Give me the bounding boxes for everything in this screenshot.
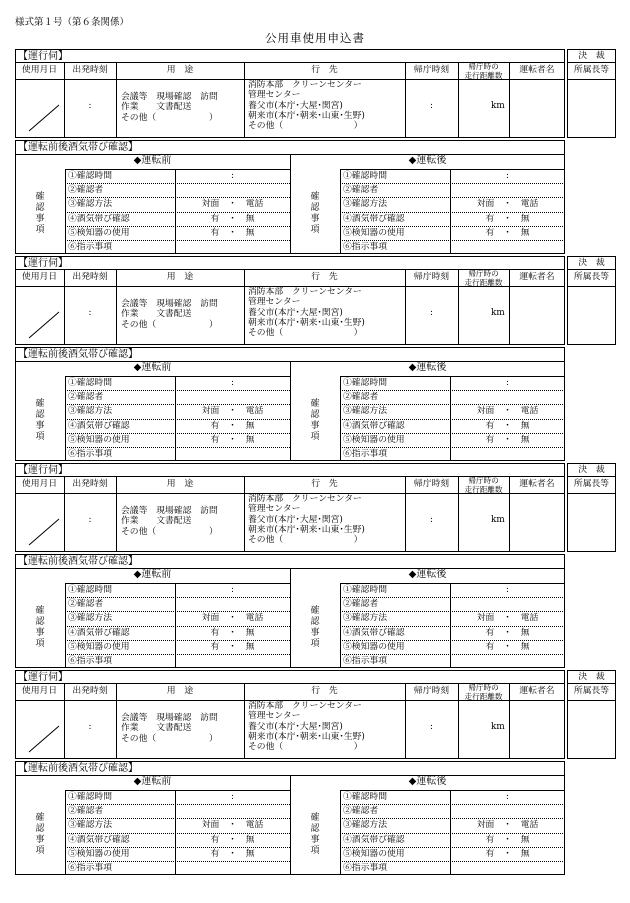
check-row-label: ⑥指示事項: [343, 449, 387, 459]
check-row-value[interactable]: 有 ・ 無: [485, 227, 530, 238]
after-side-label: 確 認 事 項: [310, 606, 320, 649]
check-row-label: ⑥指示事項: [68, 656, 112, 666]
check-row-label: ②確認者: [343, 392, 379, 403]
col-departure-time: 出発時刻: [72, 65, 108, 75]
col-return-time: 帰庁時刻: [413, 479, 450, 489]
check-row-value[interactable]: 対面 ・ 電話: [201, 406, 264, 417]
operation-section-label: 【運行伺】: [18, 465, 68, 476]
check-row-label: ⑤検知器の使用: [343, 434, 405, 445]
mileage-unit: km: [491, 722, 505, 732]
col-driver: 運転者名: [519, 479, 555, 489]
form-number: 様式第１号（第６条関係）: [15, 17, 130, 28]
departure-time-value[interactable]: :: [88, 101, 92, 111]
check-row-label: ②確認者: [68, 392, 104, 403]
approval-chief: 所属長等: [573, 686, 610, 696]
check-row-value[interactable]: 有 ・ 無: [210, 641, 255, 652]
col-destination: 行 先: [311, 479, 338, 489]
check-row-label: ⑤検知器の使用: [68, 641, 130, 652]
check-row-label: ③確認方法: [343, 613, 387, 624]
check-row-label: ③確認方法: [343, 406, 387, 417]
operation-section-label: 【運行伺】: [18, 258, 68, 269]
operation-section-label: 【運行伺】: [18, 672, 68, 683]
col-date: 使用月日: [21, 479, 58, 489]
approval-chief: 所属長等: [573, 272, 610, 282]
check-row-label: ①確認時間: [343, 792, 387, 802]
check-row-label: ①確認時間: [68, 792, 112, 802]
check-row-value[interactable]: 対面 ・ 電話: [201, 613, 264, 624]
before-driving-label: ◆運転前: [133, 776, 172, 787]
check-row-value[interactable]: :: [231, 171, 234, 181]
col-mileage: 帰庁時の 走行距離数: [464, 269, 503, 287]
mileage-unit: km: [491, 101, 505, 111]
check-row-value[interactable]: 有 ・ 無: [485, 848, 530, 859]
before-driving-label: ◆運転前: [133, 569, 172, 580]
check-row-label: ④酒気帯び確認: [343, 834, 405, 845]
col-date: 使用月日: [21, 65, 58, 75]
check-row-value[interactable]: 有 ・ 無: [210, 434, 255, 445]
destination-options[interactable]: 消防本部 クリーンセンター 管理センター 養父市(本庁･大屋･関宮) 朝来市(本庁･朝来･山東･生野) その他（ ）: [248, 287, 365, 339]
col-driver: 運転者名: [519, 686, 555, 696]
after-side-label: 確 認 事 項: [310, 192, 320, 235]
check-row-label: ⑥指示事項: [68, 242, 112, 252]
approval-chief: 所属長等: [573, 65, 610, 75]
check-row-value[interactable]: 有 ・ 無: [485, 834, 530, 845]
after-driving-label: ◆運転後: [408, 362, 447, 373]
check-row-value[interactable]: 対面 ・ 電話: [476, 199, 539, 210]
after-side-label: 確 認 事 項: [310, 813, 320, 856]
check-row-label: ④酒気帯び確認: [68, 834, 130, 845]
after-driving-label: ◆運転後: [408, 155, 447, 166]
after-side-label: 確 認 事 項: [310, 399, 320, 442]
check-row-value[interactable]: 有 ・ 無: [485, 627, 530, 638]
check-row-value[interactable]: :: [506, 792, 509, 802]
check-row-value[interactable]: 対面 ・ 電話: [476, 406, 539, 417]
check-row-value[interactable]: 有 ・ 無: [210, 834, 255, 845]
check-row-value[interactable]: :: [231, 378, 234, 388]
check-row-label: ②確認者: [68, 185, 104, 196]
check-row-label: ⑥指示事項: [68, 863, 112, 873]
approval-label: 決 裁: [578, 465, 605, 475]
approval-chief: 所属長等: [573, 479, 610, 489]
check-row-label: ①確認時間: [68, 171, 112, 181]
return-time-value[interactable]: :: [430, 101, 433, 111]
mileage-unit: km: [491, 515, 505, 525]
col-destination: 行 先: [311, 65, 338, 75]
check-row-label: ③確認方法: [343, 820, 387, 831]
before-driving-label: ◆運転前: [133, 155, 172, 166]
col-driver: 運転者名: [519, 272, 555, 282]
col-mileage: 帰庁時の 走行距離数: [464, 62, 503, 80]
check-row-label: ④酒気帯び確認: [343, 420, 405, 431]
mileage-unit: km: [491, 308, 505, 318]
alcohol-section-label: 【運転前後酒気帯び確認】: [18, 556, 138, 567]
check-row-label: ②確認者: [343, 806, 379, 817]
check-row-value[interactable]: 有 ・ 無: [485, 420, 530, 431]
col-purpose: 用 途: [166, 686, 194, 696]
check-row-label: ④酒気帯び確認: [343, 213, 405, 224]
col-destination: 行 先: [311, 272, 338, 282]
operation-section-label: 【運行伺】: [18, 51, 68, 62]
check-row-label: ②確認者: [343, 599, 379, 610]
departure-time-value[interactable]: :: [88, 308, 92, 318]
check-row-label: ①確認時間: [68, 585, 112, 595]
after-driving-label: ◆運転後: [408, 776, 447, 787]
check-row-label: ④酒気帯び確認: [68, 627, 130, 638]
return-time-value[interactable]: :: [430, 308, 433, 318]
application-block-3: [15, 463, 616, 669]
purpose-options[interactable]: 会議等 現場確認 訪問 作業 文書配送 その他（ ）: [121, 713, 218, 744]
check-row-value[interactable]: :: [231, 585, 234, 595]
approval-label: 決 裁: [578, 258, 605, 268]
check-row-label: ①確認時間: [343, 585, 387, 595]
check-row-label: ⑥指示事項: [343, 863, 387, 873]
check-row-label: ⑤検知器の使用: [343, 641, 405, 652]
check-row-label: ④酒気帯び確認: [343, 627, 405, 638]
col-date: 使用月日: [21, 686, 58, 696]
check-row-label: ③確認方法: [68, 406, 112, 417]
check-row-label: ⑥指示事項: [343, 242, 387, 252]
alcohol-section-label: 【運転前後酒気帯び確認】: [18, 142, 138, 153]
check-row-value[interactable]: 有 ・ 無: [210, 227, 255, 238]
purpose-options[interactable]: 会議等 現場確認 訪問 作業 文書配送 その他（ ）: [121, 299, 218, 330]
after-driving-label: ◆運転後: [408, 569, 447, 580]
check-row-value[interactable]: 有 ・ 無: [485, 213, 530, 224]
check-row-label: ④酒気帯び確認: [68, 213, 130, 224]
check-row-label: ⑤検知器の使用: [68, 227, 130, 238]
check-row-label: ⑥指示事項: [343, 656, 387, 666]
destination-options[interactable]: 消防本部 クリーンセンター 管理センター 養父市(本庁･大屋･関宮) 朝来市(本庁･朝来･山東･生野) その他（ ）: [248, 80, 365, 132]
application-block-2: [15, 256, 616, 462]
check-row-value[interactable]: 対面 ・ 電話: [201, 820, 264, 831]
alcohol-section-label: 【運転前後酒気帯び確認】: [18, 349, 138, 360]
purpose-options[interactable]: 会議等 現場確認 訪問 作業 文書配送 その他（ ）: [121, 506, 218, 537]
check-row-value[interactable]: :: [231, 792, 234, 802]
check-row-value[interactable]: 有 ・ 無: [210, 420, 255, 431]
check-row-value[interactable]: :: [506, 171, 509, 181]
check-row-label: ②確認者: [68, 599, 104, 610]
check-row-value[interactable]: 有 ・ 無: [485, 434, 530, 445]
check-row-label: ⑤検知器の使用: [68, 434, 130, 445]
application-block-4: [15, 670, 616, 876]
check-row-label: ①確認時間: [343, 378, 387, 388]
alcohol-section-label: 【運転前後酒気帯び確認】: [18, 763, 138, 774]
check-row-value[interactable]: 有 ・ 無: [485, 641, 530, 652]
check-row-label: ③確認方法: [68, 613, 112, 624]
departure-time-value[interactable]: :: [88, 515, 92, 525]
check-row-value[interactable]: 有 ・ 無: [210, 213, 255, 224]
departure-time-value[interactable]: :: [88, 722, 92, 732]
return-time-value[interactable]: :: [430, 722, 433, 732]
check-row-value[interactable]: 対面 ・ 電話: [201, 199, 264, 210]
check-row-label: ③確認方法: [343, 199, 387, 210]
before-side-label: 確 認 事 項: [35, 813, 45, 856]
check-row-value[interactable]: :: [506, 378, 509, 388]
purpose-options[interactable]: 会議等 現場確認 訪問 作業 文書配送 その他（ ）: [121, 92, 218, 123]
before-driving-label: ◆運転前: [133, 362, 172, 373]
check-row-value[interactable]: 有 ・ 無: [210, 627, 255, 638]
check-row-value[interactable]: :: [506, 585, 509, 595]
check-row-label: ②確認者: [343, 185, 379, 196]
check-row-value[interactable]: 対面 ・ 電話: [476, 613, 539, 624]
col-destination: 行 先: [311, 686, 338, 696]
col-departure-time: 出発時刻: [72, 272, 108, 282]
document-title: 公用車使用申込書: [265, 31, 365, 45]
col-driver: 運転者名: [519, 65, 555, 75]
check-row-label: ⑤検知器の使用: [343, 227, 405, 238]
check-row-value[interactable]: 有 ・ 無: [210, 848, 255, 859]
col-purpose: 用 途: [166, 272, 194, 282]
col-departure-time: 出発時刻: [72, 479, 108, 489]
col-departure-time: 出発時刻: [72, 686, 108, 696]
col-return-time: 帰庁時刻: [413, 686, 450, 696]
check-row-value[interactable]: 対面 ・ 電話: [476, 820, 539, 831]
check-row-label: ⑤検知器の使用: [343, 848, 405, 859]
approval-label: 決 裁: [578, 672, 605, 682]
before-side-label: 確 認 事 項: [35, 606, 45, 649]
col-purpose: 用 途: [166, 479, 194, 489]
before-side-label: 確 認 事 項: [35, 399, 45, 442]
col-return-time: 帰庁時刻: [413, 272, 450, 282]
check-row-label: ④酒気帯び確認: [68, 420, 130, 431]
check-row-label: ③確認方法: [68, 199, 112, 210]
check-row-label: ①確認時間: [68, 378, 112, 388]
return-time-value[interactable]: :: [430, 515, 433, 525]
check-row-label: ③確認方法: [68, 820, 112, 831]
col-return-time: 帰庁時刻: [413, 65, 450, 75]
col-date: 使用月日: [21, 272, 58, 282]
check-row-label: ⑤検知器の使用: [68, 848, 130, 859]
destination-options[interactable]: 消防本部 クリーンセンター 管理センター 養父市(本庁･大屋･関宮) 朝来市(本庁･朝来･山東･生野) その他（ ）: [248, 701, 365, 753]
check-row-label: ⑥指示事項: [68, 449, 112, 459]
col-purpose: 用 途: [166, 65, 194, 75]
destination-options[interactable]: 消防本部 クリーンセンター 管理センター 養父市(本庁･大屋･関宮) 朝来市(本庁･朝来･山東･生野) その他（ ）: [248, 494, 365, 546]
approval-label: 決 裁: [578, 51, 605, 61]
application-block-1: [15, 49, 616, 255]
before-side-label: 確 認 事 項: [35, 192, 45, 235]
col-mileage: 帰庁時の 走行距離数: [464, 476, 503, 494]
check-row-label: ①確認時間: [343, 171, 387, 181]
check-row-label: ②確認者: [68, 806, 104, 817]
col-mileage: 帰庁時の 走行距離数: [464, 683, 503, 701]
